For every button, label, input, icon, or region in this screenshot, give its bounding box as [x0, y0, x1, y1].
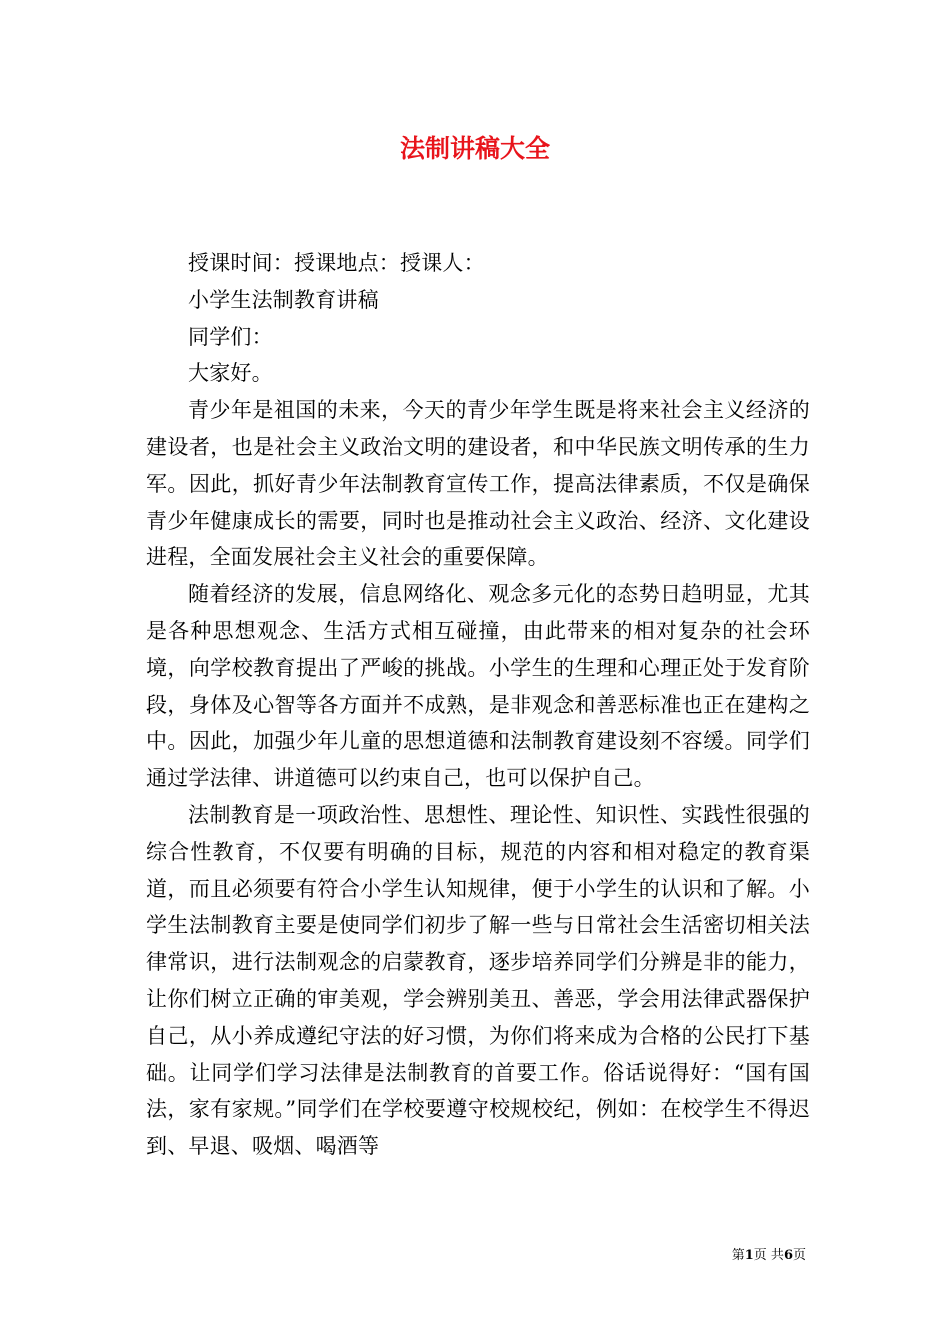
paragraph-body-2: 随着经济的发展，信息网络化、观念多元化的态势日趋明显，尤其是各种思想观念、生活方式相互碰撞，由此带来的相对复杂的社会环境，向学校教育提出了严峻的挑战。小学生的生理和心理正处于发育阶段，身体及心智等各方面并不成熟，是非观念和善恶标准也正在建构之中。因此，加强少年儿童的思想道德和法制教育建设刻不容缓。同学们通过学法律、讲道德可以约束自己，也可以保护自己。: [146, 582, 810, 791]
total-page-count: 6: [783, 1248, 793, 1263]
footer-middle: 页 共: [753, 1248, 784, 1263]
paragraph-body-1: 青少年是祖国的未来，今天的青少年学生既是将来社会主义经济的建设者，也是社会主义政治文明的建设者，和中华民族文明传承的生力军。因此，抓好青少年法制教育宣传工作，提高法律素质，不仅是确保青少年健康成长的需要，同时也是推动社会主义政治、经济、文化建设进程，全面发展社会主义社会的重要保障。: [146, 398, 810, 570]
document-body: [146, 245, 810, 1165]
footer-suffix: 页: [792, 1248, 806, 1263]
paragraph-subtitle: 小学生法制教育讲稿: [188, 287, 379, 312]
footer-prefix: 第: [731, 1248, 745, 1263]
paragraph-greeting: 大家好。: [188, 361, 273, 386]
paragraph-salutation: 同学们：: [188, 324, 273, 349]
paragraph-body-3: 法制教育是一项政治性、思想性、理论性、知识性、实践性很强的综合性教育，不仅要有明确的目标，规范的内容和相对稳定的教育渠道，而且必须要有符合小学生认知规律，便于小学生的认识和了解。小学生法制教育主要是使同学们初步了解一些与日常社会生活密切相关法律常识，进行法制观念的启蒙教育，逐步培养同学们分辨是非的能力，让你们树立正确的审美观，学会辨别美丑、善恶，学会用法律武器保护自己，从小养成遵纪守法的好习惯，为你们将来成为合格的公民打下基础。让同学们学习法律是法制教育的首要工作。俗话说得好：“国有国法，家有家规。”同学们在学校要遵守校规校纪，例如：在校学生不得迟到、早退、吸烟、喝酒等: [146, 802, 810, 1159]
document-title: 法制讲稿大全: [399, 134, 550, 163]
paragraph-lesson-info: 授课时间：授课地点：授课人：: [188, 251, 485, 275]
current-page-number: 1: [744, 1248, 754, 1263]
page-number-footer: [600, 1247, 806, 1265]
